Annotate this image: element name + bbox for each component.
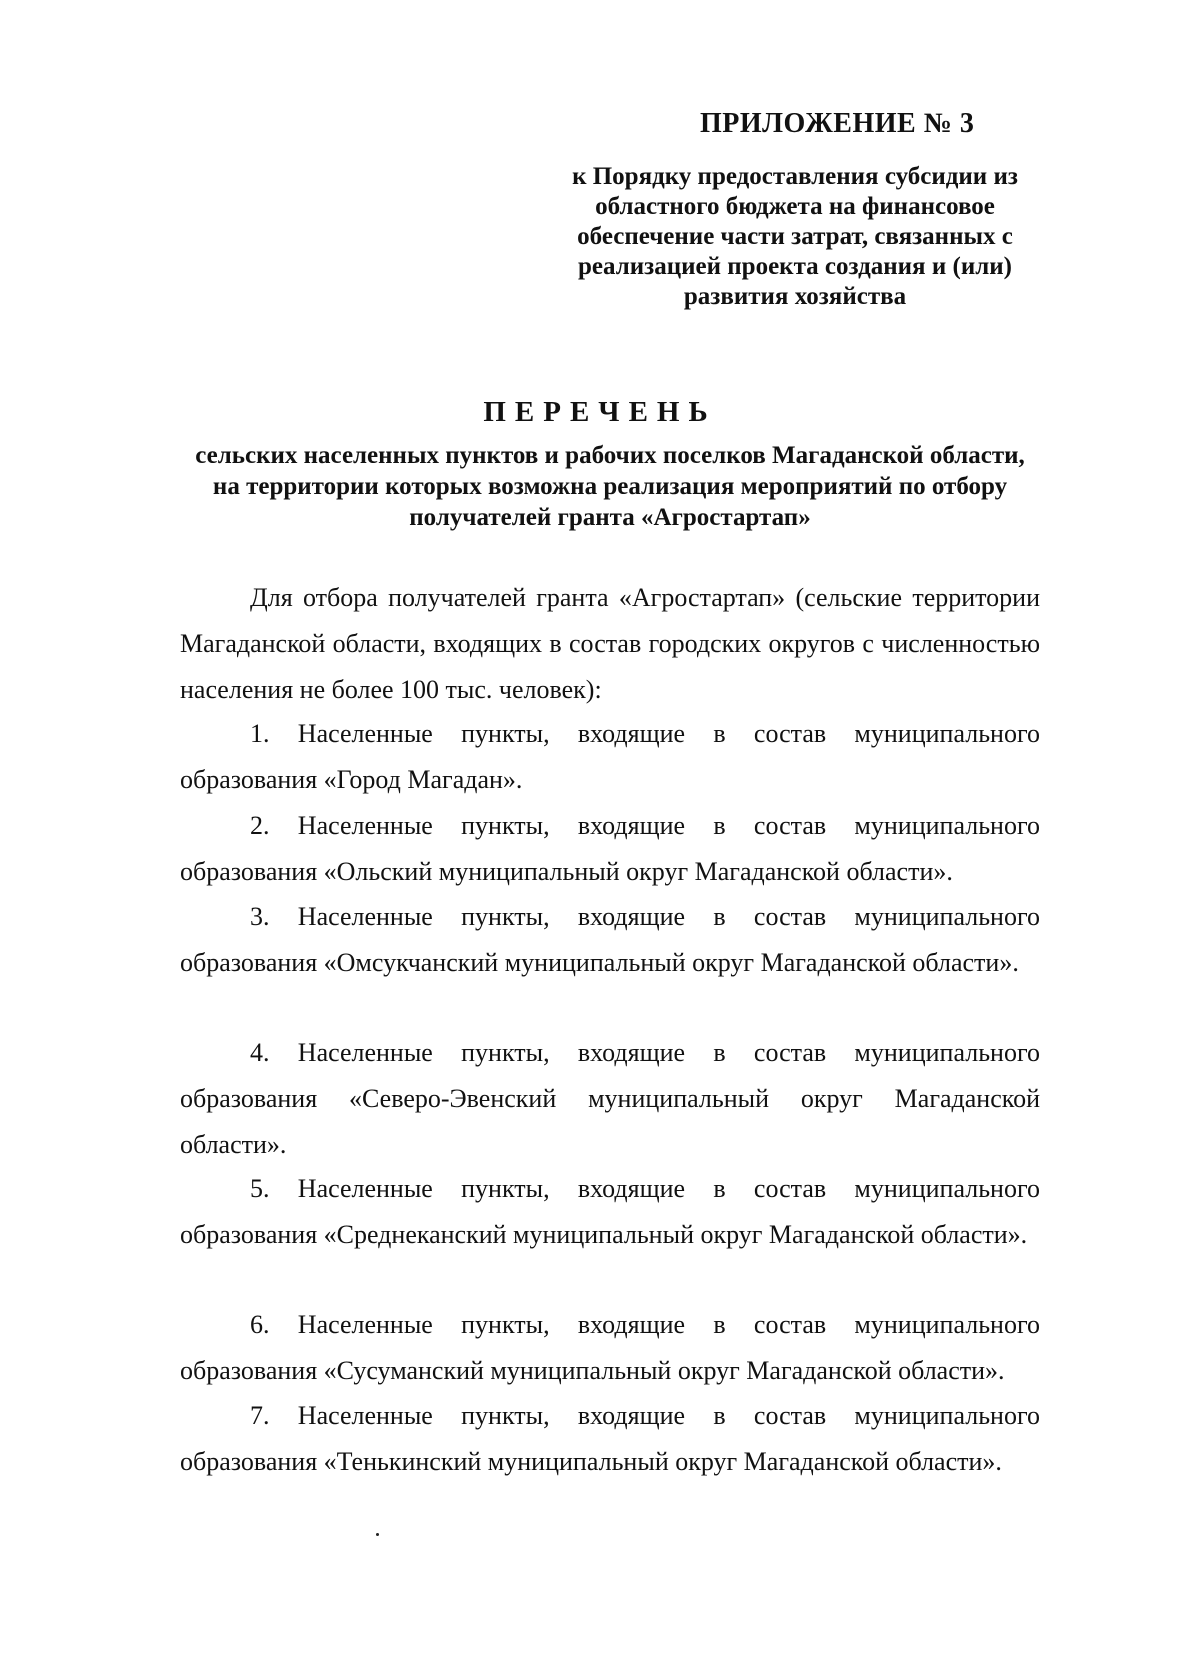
document-heading: ПЕРЕЧЕНЬ [483,396,717,428]
list-item-2: 2. Населенные пункты, входящие в состав муниципального образования «Ольский муниципальный округ Магаданской области». [180,811,1040,886]
list-item-6: 6. Населенные пункты, входящие в состав муниципального образования «Сусуманский муниципальный округ Магаданской области». [180,1310,1040,1385]
scan-dot-mark [376,1533,379,1536]
appendix-title: ПРИЛОЖЕНИЕ № 3 [700,108,975,139]
list-item-3: 3. Населенные пункты, входящие в состав муниципального образования «Омсукчанский муниципальный округ Магаданской области». [180,902,1040,977]
list-item-4: 4. Населенные пункты, входящие в состав муниципального образования «Северо-Эвенский муниципальный округ Магаданской области». [180,1038,1040,1159]
document-subheading: сельских населенных пунктов и рабочих поселков Магаданской области, на территории которых возможна реализация мероприятий по отбору получателей гранта «Агростартап» [195,442,1025,531]
intro-paragraph: Для отбора получателей гранта «Агростартап» (сельские территории Магаданской области, входящих в состав городских округов с численностью населения не более 100 тыс. человек): [180,583,1040,704]
appendix-subtitle: к Порядку предоставления субсидии из областного бюджета на финансовое обеспечение части затрат, связанных с реализацией проекта создания и (или) развития хозяйства [572,163,1018,310]
list-item-1: 1. Населенные пункты, входящие в состав муниципального образования «Город Магадан». [180,719,1040,794]
list-item-5: 5. Населенные пункты, входящие в состав муниципального образования «Среднеканский муниципальный округ Магаданской области». [180,1174,1040,1249]
list-item-7: 7. Населенные пункты, входящие в состав муниципального образования «Тенькинский муниципальный округ Магаданской области». [180,1401,1040,1476]
